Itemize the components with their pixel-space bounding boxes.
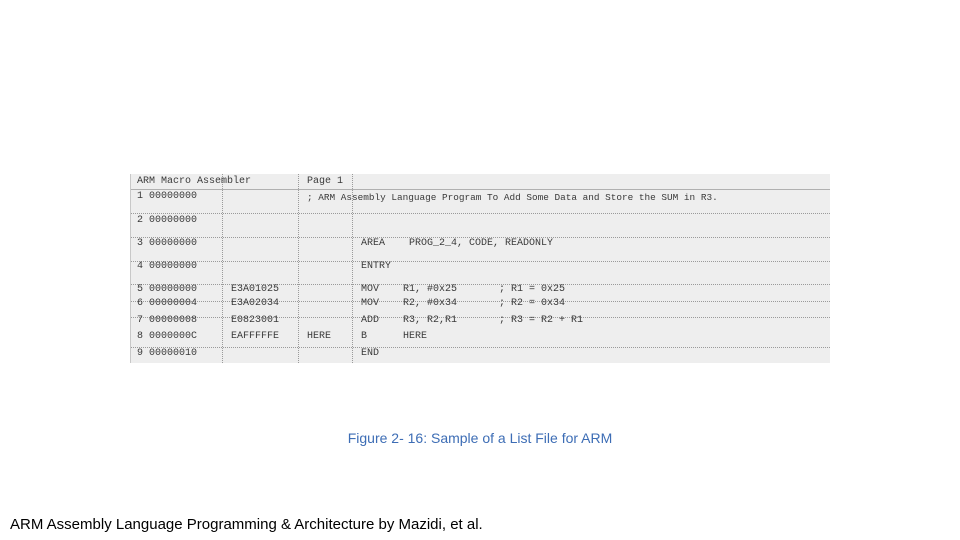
row-divider (131, 213, 830, 214)
figure-caption: Figure 2- 16: Sample of a List File for ARM (347, 430, 613, 446)
line-address: 6 00000004 (137, 298, 198, 309)
listing-page-number: Page 1 (307, 176, 344, 187)
source-text: END (361, 348, 380, 359)
source-text: MOV R1, #0x25 ; R1 = 0x25 (361, 284, 566, 295)
source-text: ; ARM Assembly Language Program To Add Some Data and Store the SUM in R3. (307, 192, 718, 203)
machine-code: E3A01025 (231, 284, 280, 295)
row-divider (131, 189, 830, 190)
column-divider (222, 174, 223, 363)
line-address: 3 00000000 (137, 238, 198, 249)
source-text: ENTRY (361, 261, 392, 272)
line-address: 7 00000008 (137, 315, 198, 326)
line-address: 5 00000000 (137, 284, 198, 295)
source-text: AREA PROG_2_4, CODE, READONLY (361, 238, 554, 249)
slide-footer: ARM Assembly Language Programming & Architecture by Mazidi, et al. (10, 516, 483, 533)
source-text: MOV R2, #0x34 ; R2 = 0x34 (361, 298, 566, 309)
line-address: 8 0000000C (137, 331, 198, 342)
machine-code: E3A02034 (231, 298, 280, 309)
source-text: B HERE (361, 331, 428, 342)
row-divider (131, 261, 830, 262)
list-file-listing (130, 174, 830, 363)
line-address: 9 00000010 (137, 348, 198, 359)
column-divider (298, 174, 299, 363)
listing-title: ARM Macro Assembler (137, 176, 252, 187)
line-address: 2 00000000 (137, 215, 198, 226)
source-text: ADD R3, R2,R1 ; R3 = R2 + R1 (361, 315, 584, 326)
machine-code: E0823001 (231, 315, 280, 326)
code-label: HERE (307, 331, 332, 342)
line-address: 1 00000000 (137, 191, 198, 202)
line-address: 4 00000000 (137, 261, 198, 272)
row-divider (131, 347, 830, 348)
machine-code: EAFFFFFE (231, 331, 280, 342)
